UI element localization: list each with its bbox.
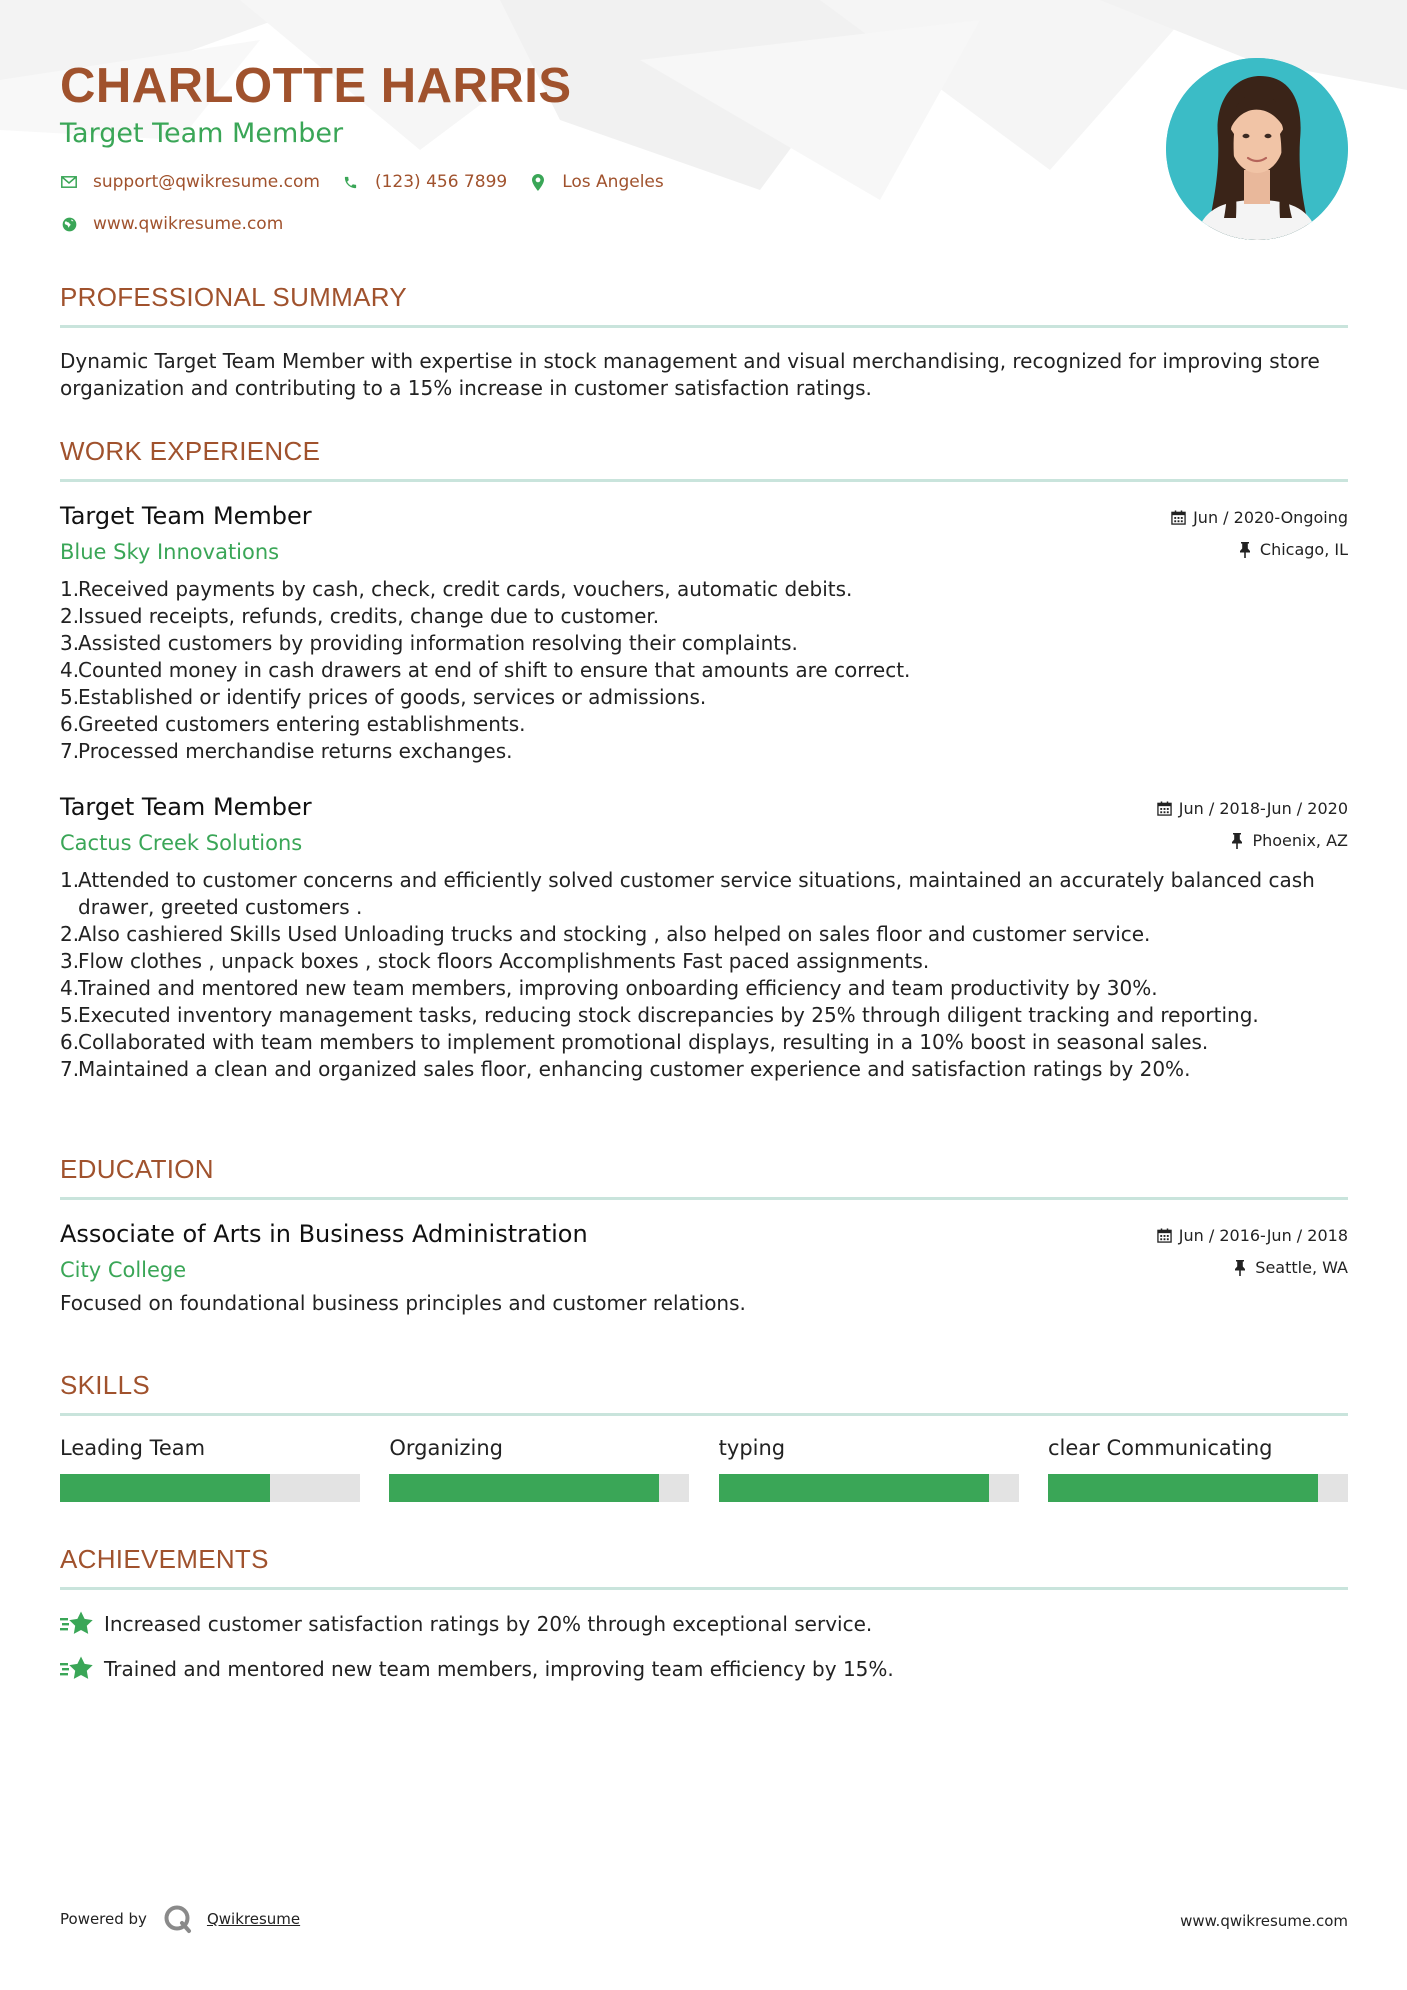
section-divider — [60, 1413, 1348, 1416]
education-header — [60, 1220, 1348, 1294]
skill-item — [60, 1436, 360, 1502]
skill-item — [719, 1436, 1019, 1502]
section-divider — [60, 325, 1348, 328]
job-header — [60, 502, 1348, 576]
section-divider — [60, 1197, 1348, 1200]
envelope-icon — [60, 173, 78, 191]
skill-level-fill — [389, 1474, 659, 1502]
list-item: 1. Attended to customer concerns and efficiently solved customer service situations, maintained an accurately balanced cash drawer, greeted customers . — [60, 868, 1315, 919]
list-item: 2. Also cashiered Skills Used Unloading trucks and stocking , also helped on sales floor and customer service. — [60, 922, 1151, 946]
skill-item — [1048, 1436, 1348, 1502]
pushpin-icon — [1238, 542, 1254, 558]
job-role: Target Team Member — [60, 793, 312, 821]
resume-header — [60, 0, 1348, 270]
list-item: 4. Trained and mentored new team members, improving onboarding efficiency and team productivity by 30%. — [60, 976, 1158, 1000]
location-text: Los Angeles — [562, 172, 664, 192]
skills-section — [60, 1370, 1348, 1502]
skill-bar — [389, 1474, 689, 1502]
pushpin-icon — [1233, 1260, 1249, 1276]
pushpin-icon — [1230, 833, 1246, 849]
contact-row — [60, 172, 686, 192]
map-pin-icon — [529, 173, 547, 191]
list-item: 5. Established or identify prices of goods, services or admissions. — [60, 685, 707, 709]
job-company: Blue Sky Innovations — [60, 540, 280, 564]
job-duties-list — [60, 576, 1348, 765]
list-item: 1. Received payments by cash, check, credit cards, vouchers, automatic debits. — [60, 577, 853, 601]
powered-by-label: Powered by — [60, 1910, 147, 1928]
summary-text: Dynamic Target Team Member with expertise in stock management and visual merchandising, recognized for improving store organization and contributing to a 15% increase in customer satisfaction ratings. — [60, 349, 1320, 400]
degree-title: Associate of Arts in Business Administration — [60, 1220, 588, 1248]
skill-bar — [719, 1474, 1019, 1502]
job-date-text: Jun / 2020-Ongoing — [1193, 508, 1348, 527]
achievement-text: Increased customer satisfaction ratings by 20% through exceptional service. — [104, 1612, 873, 1636]
skill-bar — [60, 1474, 360, 1502]
education-entry — [60, 1220, 1348, 1317]
achievement-item — [60, 1610, 1348, 1638]
job-header — [60, 793, 1348, 867]
skill-level-fill — [1048, 1474, 1318, 1502]
job-role: Target Team Member — [60, 502, 312, 530]
phone-text: (123) 456 7899 — [374, 172, 508, 192]
job-entry — [60, 793, 1348, 1083]
achievement-item — [60, 1655, 1348, 1683]
globe-icon — [60, 215, 78, 233]
list-item: 5. Executed inventory management tasks, reducing stock discrepancies by 25% through diligent tracking and reporting. — [60, 1003, 1259, 1027]
calendar-icon — [1157, 801, 1173, 817]
education-section — [60, 1154, 1348, 1317]
skill-name: clear Communicating — [1047, 1436, 1273, 1460]
skills-heading: SKILLS — [60, 1370, 150, 1400]
job-location — [1230, 831, 1348, 850]
achievements-section — [60, 1544, 1348, 1700]
skill-level-fill — [60, 1474, 270, 1502]
candidate-name: CHARLOTTE HARRIS — [60, 59, 572, 113]
list-item: 3. Assisted customers by providing information resolving their complaints. — [60, 631, 798, 655]
summary-section — [60, 282, 1348, 402]
job-date — [1171, 508, 1348, 527]
education-description: Focused on foundational business principles and customer relations. — [60, 1291, 746, 1315]
skills-list — [60, 1436, 1348, 1502]
footer-website[interactable]: www.qwikresume.com — [1180, 1912, 1348, 1930]
summary-heading: PROFESSIONAL SUMMARY — [60, 282, 407, 312]
contact-website[interactable] — [60, 214, 283, 234]
calendar-icon — [1171, 510, 1187, 526]
job-location-text: Chicago, IL — [1259, 540, 1348, 559]
page-footer — [60, 1898, 1348, 1938]
profile-photo — [1166, 58, 1348, 240]
skill-level-fill — [719, 1474, 989, 1502]
education-date — [1157, 1226, 1348, 1245]
resume-page — [60, 0, 1348, 1681]
section-divider — [60, 1587, 1348, 1590]
skill-name: Leading Team — [60, 1436, 206, 1460]
contact-phone[interactable] — [342, 172, 507, 192]
job-location — [1238, 540, 1348, 559]
achievements-heading: ACHIEVEMENTS — [60, 1544, 269, 1574]
skill-item — [389, 1436, 689, 1502]
job-duties-list — [60, 867, 1348, 1083]
school-name: City College — [60, 1258, 187, 1282]
list-item: 2. Issued receipts, refunds, credits, change due to customer. — [60, 604, 660, 628]
job-location-text: Phoenix, AZ — [1252, 831, 1348, 850]
qwikresume-link[interactable]: Qwikresume — [206, 1910, 301, 1928]
email-text: support@qwikresume.com — [93, 172, 320, 192]
skill-bar — [1048, 1474, 1348, 1502]
list-item: 3. Flow clothes , unpack boxes , stock floors Accomplishments Fast paced assignments. — [60, 949, 930, 973]
candidate-title: Target Team Member — [60, 118, 344, 149]
experience-section — [60, 436, 1348, 1083]
contact-email[interactable] — [60, 172, 320, 192]
achievement-text: Trained and mentored new team members, improving team efficiency by 15%. — [104, 1657, 894, 1681]
list-item: 6. Greeted customers entering establishments. — [60, 712, 526, 736]
section-divider — [60, 479, 1348, 482]
star-icon — [60, 1655, 94, 1683]
qwikresume-logo-icon — [163, 1904, 193, 1934]
contact-location — [529, 172, 664, 192]
phone-icon — [342, 173, 360, 191]
experience-heading: WORK EXPERIENCE — [60, 436, 321, 466]
list-item: 7. Processed merchandise returns exchanges. — [60, 739, 513, 763]
list-item: 7. Maintained a clean and organized sales floor, enhancing customer experience and satisfaction ratings by 20%. — [60, 1057, 1191, 1081]
job-date-text: Jun / 2018-Jun / 2020 — [1178, 799, 1348, 818]
job-date — [1157, 799, 1348, 818]
education-date-text: Jun / 2016-Jun / 2018 — [1178, 1226, 1348, 1245]
skill-name: typing — [718, 1436, 786, 1460]
list-item: 6. Collaborated with team members to implement promotional displays, resulting in a 10% boost in seasonal sales. — [60, 1030, 1209, 1054]
job-company: Cactus Creek Solutions — [60, 831, 303, 855]
contact-row-website — [60, 214, 305, 234]
skill-name: Organizing — [389, 1436, 503, 1460]
website-text: www.qwikresume.com — [93, 214, 284, 234]
education-heading: EDUCATION — [60, 1154, 214, 1184]
job-entry — [60, 502, 1348, 765]
footer-branding — [60, 1904, 300, 1934]
education-location — [1233, 1258, 1348, 1277]
star-icon — [60, 1610, 94, 1638]
education-location-text: Seattle, WA — [1255, 1258, 1348, 1277]
calendar-icon — [1157, 1228, 1173, 1244]
list-item: 4. Counted money in cash drawers at end of shift to ensure that amounts are correct. — [60, 658, 911, 682]
